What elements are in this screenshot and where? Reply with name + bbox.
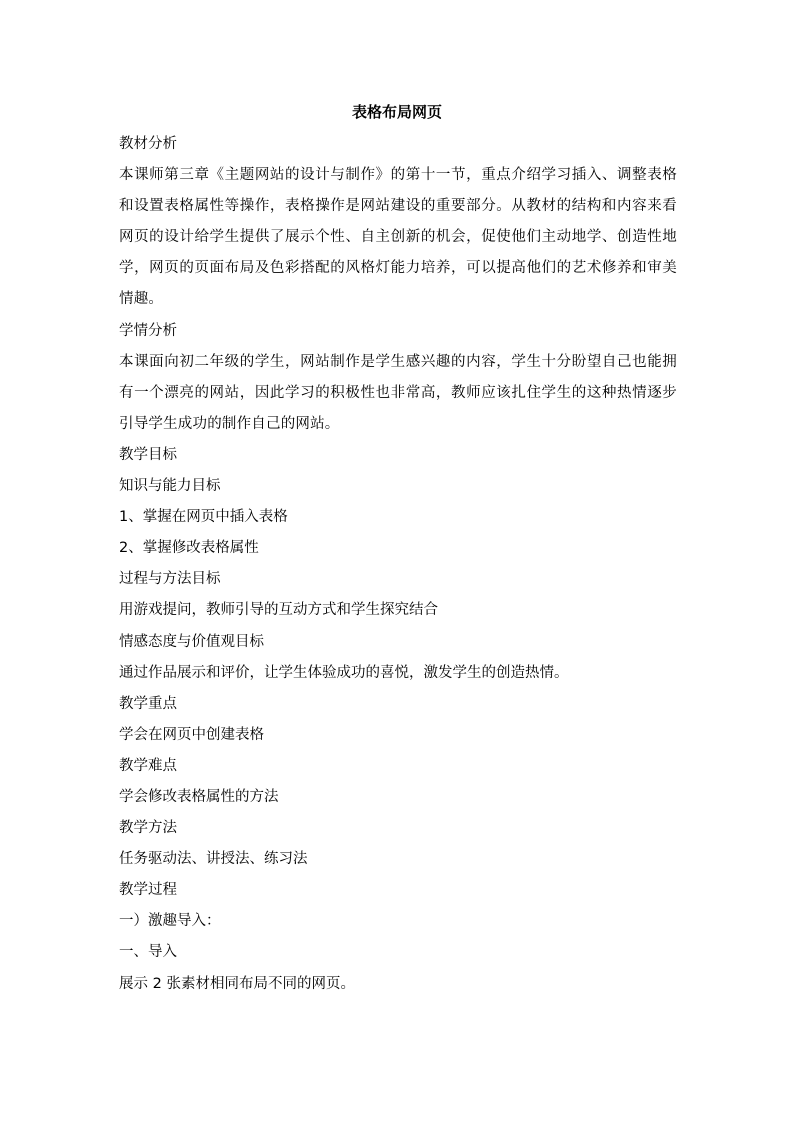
subheading-attitude-goals: 情感态度与价值观目标 (119, 633, 264, 650)
heading-student-analysis: 学情分析 (119, 322, 177, 339)
subheading-knowledge-goals: 知识与能力目标 (119, 478, 221, 495)
document-title: 表格布局网页 (351, 103, 442, 121)
process-step-1: 一、导入 (119, 944, 177, 961)
process-step-intro: 一）激趣导入： (119, 913, 221, 930)
process-step-1-text: 展示 2 张素材相同布局不同的网页。 (119, 975, 355, 992)
heading-teaching-goals: 教学目标 (119, 446, 177, 463)
attitude-goal-text: 通过作品展示和评价，让学生体验成功的喜悦，激发学生的创造热情。 (119, 664, 569, 681)
document-body (119, 129, 677, 1000)
difficulties-text: 学会修改表格属性的方法 (119, 788, 279, 805)
heading-difficulties: 教学难点 (119, 757, 177, 774)
goal-item-1: 1、掌握在网页中插入表格 (119, 509, 288, 526)
goal-item-2: 2、掌握修改表格属性 (119, 540, 259, 557)
heading-textbook-analysis: 教材分析 (119, 136, 177, 152)
heading-methods: 教学方法 (119, 820, 177, 837)
key-points-text: 学会在网页中创建表格 (119, 726, 264, 743)
process-goal-text: 用游戏提问，教师引导的互动方式和学生探究结合 (119, 602, 438, 619)
heading-teaching-process: 教学过程 (119, 882, 177, 899)
paragraph-textbook-analysis: 本课师第三章《主题网站的设计与制作》的第十一节，重点介绍学习插入、调整表格和设置表格属性等操作，表格操作是网站建设的重要部分。从教材的结构和内容来看网页的设计给学生提供了展示个性、自主创新的机会，促使他们主动地学、创造性地学，网页的页面布局及色彩搭配的风格灯能力培养，可以提高他们的艺术修养和审美情趣。 (119, 167, 677, 308)
heading-key-points: 教学重点 (119, 695, 177, 712)
subheading-process-goals: 过程与方法目标 (119, 571, 221, 588)
methods-text: 任务驱动法、讲授法、练习法 (119, 851, 308, 868)
paragraph-student-analysis: 本课面向初二年级的学生，网站制作是学生感兴趣的内容，学生十分盼望自己也能拥有一个漂亮的网站，因此学习的积极性也非常高，教师应该扎住学生的这种热情逐步引导学生成功的制作自己的网站。 (119, 353, 677, 432)
